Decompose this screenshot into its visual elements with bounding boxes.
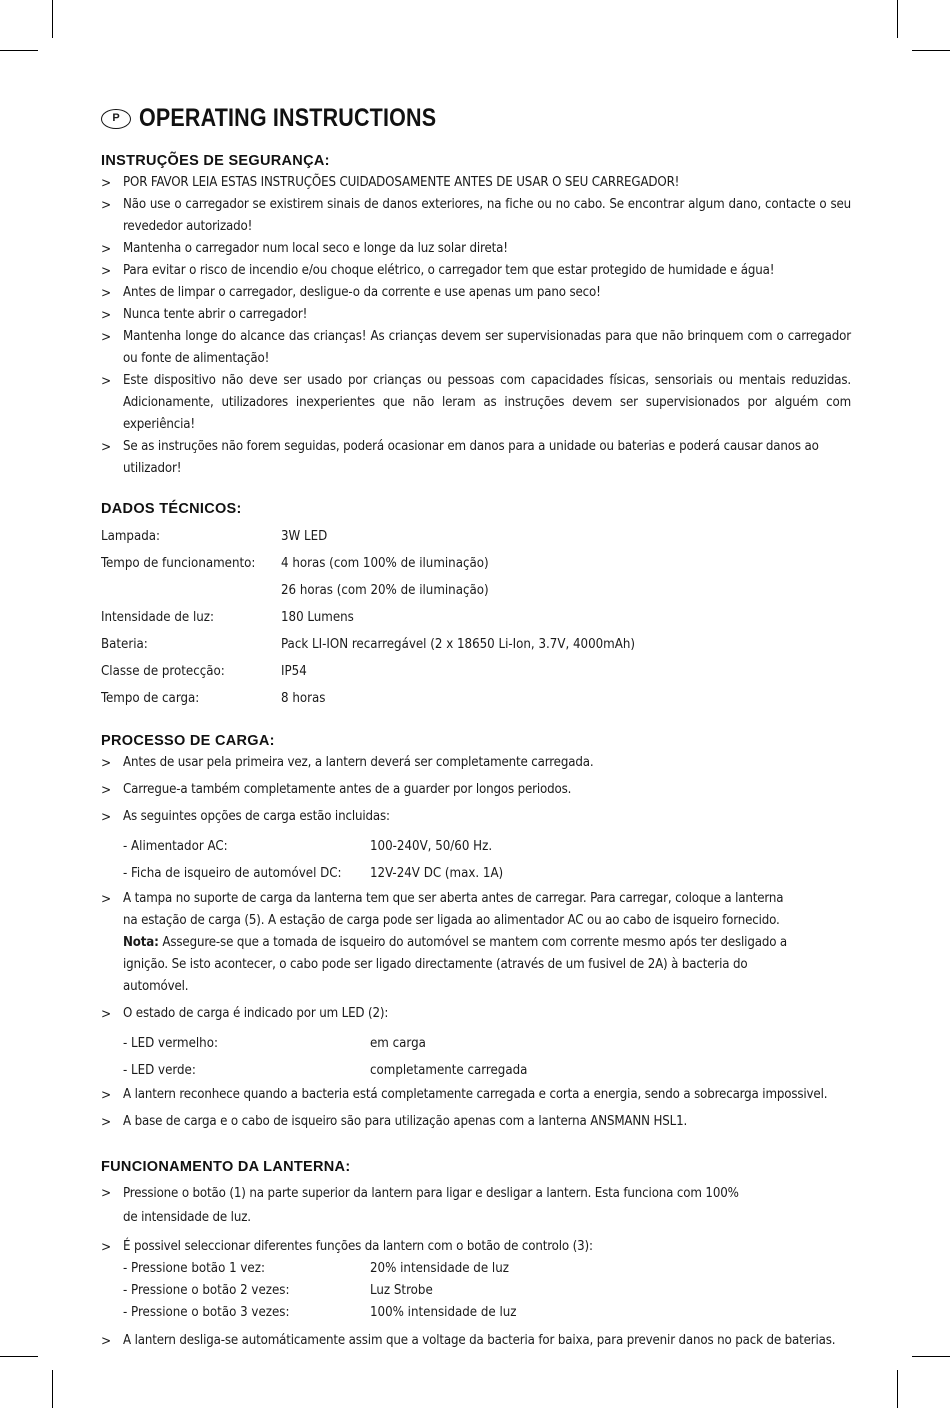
note-label: Nota: <box>123 935 159 950</box>
list-item: > Mantenha longe do alcance das crianças! As crianças devem ser supervisionadas para que não brinquem com o carregador ou fonte de alimentação! <box>101 326 851 370</box>
bullet-marker: > <box>101 1006 112 1022</box>
page-title <box>101 104 485 133</box>
charging-heading: PROCESSO DE CARGA: <box>101 733 275 749</box>
bullet-marker: > <box>101 307 112 323</box>
button-mode-row: - Pressione o botão 2 vezes: Luz Strobe <box>123 1283 433 1298</box>
bullet-marker: > <box>101 1333 112 1349</box>
bullet-marker: > <box>101 1239 112 1255</box>
list-item: > Antes de limpar o carregador, desligue-o da corrente e use apenas um pano seco! <box>101 282 851 304</box>
bullet-marker: > <box>101 241 112 257</box>
list-item: > Pressione o botão (1) na parte superior da lantern para ligar e desligar a lantern. Esta funciona com 100% de intensidade de luz. <box>101 1182 851 1230</box>
safety-list <box>101 172 851 480</box>
document-body <box>101 150 851 1352</box>
list-item: > POR FAVOR LEIA ESTAS INSTRUÇÕES CUIDADOSAMENTE ANTES DE USAR O SEU CARREGADOR! <box>101 172 851 194</box>
crop-mark <box>0 1356 38 1357</box>
bullet-marker: > <box>101 1087 112 1103</box>
bullet-marker: > <box>101 263 112 279</box>
list-item: > Se as instruções não forem seguidas, poderá ocasionar em danos para a unidade ou baterias e poderá causar danos ao utilizador! <box>101 436 851 480</box>
bullet-marker: > <box>101 329 112 345</box>
table-row: Lampada: 3W LED <box>101 529 328 544</box>
table-row: Intensidade de luz: 180 Lumens <box>101 610 354 625</box>
led-status-row: - LED verde: completamente carregada <box>123 1063 528 1078</box>
list-item: > O estado de carga é indicado por um LED (2): <box>101 1003 851 1030</box>
crop-mark <box>0 50 38 51</box>
button-mode-row: - Pressione o botão 3 vezes: 100% intensidade de luz <box>123 1305 517 1320</box>
crop-mark <box>897 0 898 38</box>
crop-mark <box>52 0 53 38</box>
bullet-marker: > <box>101 439 112 455</box>
crop-mark <box>912 50 950 51</box>
list-item: > Antes de usar pela primeira vez, a lantern deverá ser completamente carregada. <box>101 752 851 779</box>
charging-list <box>101 752 851 1138</box>
list-item: > A base de carga e o cabo de isqueiro são para utilização apenas com a lanterna ANSMANN HSL1. <box>101 1111 851 1138</box>
button-mode-row: - Pressione botão 1 vez: 20% intensidade de luz <box>123 1261 509 1276</box>
bullet-marker: > <box>101 175 112 191</box>
table-row: Classe de protecção: IP54 <box>101 664 307 679</box>
crop-mark <box>52 1370 53 1408</box>
table-row: 26 horas (com 20% de iluminação) <box>281 583 489 598</box>
bullet-marker: > <box>101 373 112 389</box>
list-item: > Nunca tente abrir o carregador! <box>101 304 851 326</box>
title-text: OPERATING INSTRUCTIONS <box>139 104 437 132</box>
led-status-row: - LED vermelho: em carga <box>123 1036 426 1051</box>
list-item: > Mantenha o carregador num local seco e longe da luz solar direta! <box>101 238 851 260</box>
bullet-marker: > <box>101 782 112 798</box>
table-row: Bateria: Pack LI-ION recarregável (2 x 18650 Li-Ion, 3.7V, 4000mAh) <box>101 637 635 652</box>
tech-specs-table <box>101 523 851 712</box>
bullet-marker: > <box>101 197 112 213</box>
crop-mark <box>897 1370 898 1408</box>
table-row: Tempo de carga: 8 horas <box>101 691 326 706</box>
list-item: > A lantern desliga-se automáticamente assim que a voltage da bacteria for baixa, para prevenir danos no pack de baterias. <box>101 1330 851 1352</box>
list-item: > A tampa no suporte de carga da lanterna tem que ser aberta antes de carregar. Para carregar, coloque a lanterna na estação de carga (5). A estação de carga pode ser ligada ao alimentador AC ou ao cabo de isqueiro fornecido. Nota: Assegure-se que a tomada de isqueiro do automóvel se mantem com corrente mesmo após ter desligado a ignição. Se isto acontecer, o cabo pode ser ligado directamente (através de um fusivel de 2A) à bacteria do automóvel. <box>101 888 851 998</box>
list-item: > É possivel seleccionar diferentes funções da lantern com o botão de controlo (3): <box>101 1236 851 1258</box>
language-badge: P <box>101 109 131 129</box>
safety-heading: INSTRUÇÕES DE SEGURANÇA: <box>101 153 330 169</box>
list-item: > Para evitar o risco de incendio e/ou choque elétrico, o carregador tem que estar protegido de humidade e água! <box>101 260 851 282</box>
bullet-marker: > <box>101 891 112 907</box>
charge-option-row: - Ficha de isqueiro de automóvel DC: 12V-24V DC (max. 1A) <box>123 866 504 881</box>
tech-heading: DADOS TÉCNICOS: <box>101 501 242 517</box>
table-row: Tempo de funcionamento: 4 horas (com 100% de iluminação) <box>101 556 489 571</box>
bullet-marker: > <box>101 809 112 825</box>
operation-list <box>101 1182 851 1352</box>
charge-option-row: - Alimentador AC: 100-240V, 50/60 Hz. <box>123 839 493 854</box>
list-item: > Este dispositivo não deve ser usado por crianças ou pessoas com capacidades físicas, sensoriais ou mentais reduzidas. Adicionamente, utilizadores inexperientes que não leram as instruções devem ser supervisionados por alguém com experiência! <box>101 370 851 436</box>
list-item: > A lantern reconhece quando a bacteria está completamente carregada e corta a energia, sendo a sobrecarga impossivel. <box>101 1084 851 1111</box>
list-item: > As seguintes opções de carga estão incluidas: <box>101 806 851 833</box>
bullet-marker: > <box>101 755 112 771</box>
operation-heading: FUNCIONAMENTO DA LANTERNA: <box>101 1159 351 1175</box>
crop-mark <box>912 1356 950 1357</box>
bullet-marker: > <box>101 1114 112 1130</box>
bullet-marker: > <box>101 1185 112 1201</box>
list-item: > Carregue-a também completamente antes de a guarder por longos periodos. <box>101 779 851 806</box>
bullet-marker: > <box>101 285 112 301</box>
list-item: > Não use o carregador se existirem sinais de danos exteriores, na fiche ou no cabo. Se encontrar algum dano, contacte o seu revededor autorizado! <box>101 194 851 238</box>
